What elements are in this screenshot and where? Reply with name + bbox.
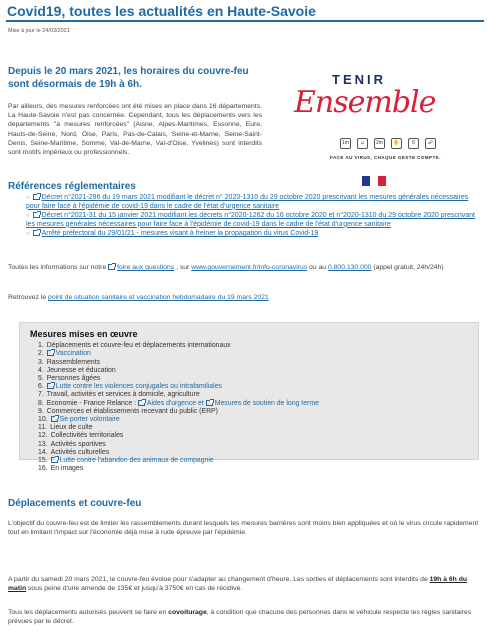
logo-top-text: TENIR — [332, 72, 386, 87]
measure-label: Collectivités territoriales — [50, 432, 124, 440]
measure-label[interactable]: Vaccination — [55, 350, 91, 358]
measure-item — [38, 449, 470, 457]
info-text: Toutes les informations sur notre — [8, 264, 109, 271]
list-item — [26, 194, 484, 211]
info-text: , sur — [174, 264, 192, 271]
distance-2m-icon: 2m — [374, 138, 385, 149]
external-link-icon — [51, 416, 58, 422]
phone-link[interactable]: 0.800.130.000 — [327, 264, 372, 271]
external-link-icon — [33, 212, 40, 218]
measure-number: 4. — [38, 366, 44, 374]
measure-number: 1. — [38, 342, 44, 350]
faq-link[interactable]: foire aux questions — [117, 264, 175, 271]
external-link-icon — [138, 400, 145, 406]
deplacements-p2 — [8, 575, 484, 594]
measure-number: 9. — [38, 407, 44, 415]
measure-label[interactable]: Se porter volontaire — [59, 416, 120, 424]
p3-text-end: , à condition que chacune des personnes dans le véhicule respecte les règles sanitaires prévues par le décret. — [8, 609, 472, 626]
measure-number: 13. — [38, 440, 48, 448]
list-item — [26, 212, 484, 229]
measure-label: Rassemblements — [46, 358, 100, 366]
measure-number: 14. — [38, 448, 48, 456]
measure-label: Activités sportives — [50, 440, 106, 448]
ref-link-decret-31[interactable]: Décret n°2021-31 du 15 janvier 2021 modifiant les décrets n°2020-1262 du 16 octobre 2020 et n°2020-1310 du 29 octobre 2020 prescrivant les mesures générales nécessaires pour faire face à l'épidémie de covid-19 dans le cadre de l'état d'urgence sanitaire — [26, 212, 475, 228]
external-link-icon — [206, 400, 213, 406]
bullet-icon: ○ — [26, 231, 30, 238]
retro-text: Retrouvez le — [8, 294, 49, 301]
measures-box — [19, 322, 479, 473]
measure-item — [38, 342, 470, 350]
deplacements-p1: L'objectif du couvre-feu est de limiter les rassemblements durant lesquels les mesures barrières sont moins bien appliquées et où le virus circule rapidement tout en limitant l'impact sur l'économie déjà mise à rude épreuve par l'épidémie. — [8, 520, 479, 537]
list-item — [26, 230, 484, 239]
page-title: Covid19, toutes les actualités en Haute-Savoie — [6, 2, 484, 22]
measure-number: 12. — [38, 432, 48, 440]
measure-item — [38, 432, 470, 440]
measure-item — [38, 416, 470, 424]
info-text: (appel gratuit, 24h/24h) — [371, 264, 444, 271]
external-link-icon — [108, 264, 115, 270]
refs-heading: Références réglementaires — [8, 181, 136, 192]
measure-item — [38, 424, 470, 432]
measure-label[interactable]: Lutte contre l'abandon des animaux de compagnie — [59, 457, 214, 465]
measure-item — [38, 367, 470, 375]
update-date: Mise à jour le 24/03/2021 — [8, 28, 70, 34]
info-text: ou au — [307, 264, 328, 271]
p2-text-end: sous peine d'une amende de 135€ et jusqu'à 3750€ en cas de récidive. — [26, 585, 243, 593]
measure-item — [38, 408, 470, 416]
external-link-icon — [33, 230, 40, 236]
measure-item — [38, 465, 470, 473]
measure-extra-link[interactable]: Aides d'urgence et — [146, 399, 204, 407]
logo-tagline: FACE AU VIRUS, CHAQUE GESTE COMPTE. — [330, 155, 441, 160]
measure-extra-link[interactable]: Mesures de soutien de long terme — [214, 399, 319, 407]
logo-script-text: Ensemble — [294, 85, 436, 120]
bullet-icon: ○ — [26, 213, 30, 220]
measure-label: Activités culturelles — [50, 448, 110, 456]
app-icon: ☍ — [425, 138, 436, 149]
measure-label: Déplacements et couvre-feu et déplacements internationaux — [46, 342, 231, 350]
external-link-icon — [47, 383, 54, 389]
info-links — [8, 263, 484, 272]
hands-icon: ✋ — [391, 138, 402, 149]
measure-number: 8. — [38, 399, 44, 407]
distance-1m-icon: 1m — [340, 138, 351, 149]
measure-number: 3. — [38, 358, 44, 366]
measure-number: 5. — [38, 375, 44, 383]
measure-number: 2. — [38, 350, 44, 358]
french-flag-icon — [362, 176, 386, 186]
point-situation-link[interactable]: point de situation sanitaire et vaccination hebdomadaire du 19 mars 2021 — [48, 294, 269, 301]
measure-number: 11. — [38, 424, 48, 432]
p2-text: A partir du samedi 20 mars 2021, le couvre-feu évolue pour s'adapter au changement d'heure. Les sorties et déplacements sont interdits de — [8, 576, 430, 583]
p2-highlight: 19h à 6h du matin — [8, 576, 468, 593]
measure-label: En images — [50, 465, 84, 473]
measure-label: Economie - France Relance : — [46, 399, 136, 407]
intro-paragraph: Par ailleurs, des mesures renforcées ont été mises en place dans 16 départements. La Haute-Savoie n'est pas concernée. Cependant, tous les déplacements vers les départements "à mesures renforcées" (Aisne, Alpes-Maritimes, Essonne, Eure, Hauts-de-Seine, Nord, Oise, Paris, Pas-de-Calais, Seine-et-Marne, Seine-Saint-Denis, Seine-Maritime, Somme, Val-de-Marne, Val-d'Oise, Yvelines) sont interdits sont motifs impérieux ou professionnels. — [8, 103, 262, 157]
logo-gesture-icons — [340, 138, 436, 149]
p3-bold: covoiturage — [168, 609, 207, 616]
external-link-icon — [47, 350, 54, 356]
measures-heading: Mesures mises en œuvre — [30, 329, 138, 339]
measure-item — [38, 391, 470, 399]
measure-item — [38, 375, 470, 383]
ref-link-arrete[interactable]: Arrêté préfectoral du 29/01/21 - mesures visant à freiner la propagation du virus Covid-19 — [41, 230, 319, 238]
measure-label: Travail, activités et services à domicile, agriculture — [46, 391, 200, 399]
bullet-icon: ○ — [26, 195, 30, 201]
measure-item — [38, 457, 470, 465]
measure-item — [38, 441, 470, 449]
measure-label: Commerces et établissements recevant du public (ERP) — [46, 407, 218, 415]
measure-number: 15. — [38, 457, 48, 465]
intro-lead: Depuis le 20 mars 2021, les horaires du couvre-feu sont désormais de 19h à 6h. — [8, 66, 249, 90]
measures-list — [28, 342, 470, 473]
measure-label: Jeunesse et éducation — [46, 366, 116, 374]
measure-number: 6. — [38, 383, 44, 391]
measure-label: Lieux de culte — [50, 424, 93, 432]
gathering-6-icon: 6 — [408, 138, 419, 149]
measure-item — [38, 383, 470, 391]
measure-item — [38, 400, 470, 408]
deplacements-heading: Déplacements et couvre-feu — [8, 498, 142, 509]
tenir-ensemble-logo — [292, 58, 462, 188]
measure-label[interactable]: Lutte contre les violences conjugales ou intrafamiliales — [55, 383, 222, 391]
measure-item — [38, 359, 470, 367]
p3-text: Tous les déplacements autorisés peuvent se faire en — [8, 609, 169, 616]
gouv-link[interactable]: www.gouvernement.fr/info-coronavirus — [191, 264, 308, 271]
measure-number: 7. — [38, 391, 44, 399]
measure-label: Personnes âgées — [46, 375, 101, 383]
mask-icon: ☺ — [357, 138, 368, 149]
measure-number: 16. — [38, 465, 48, 473]
external-link-icon — [33, 194, 40, 200]
measure-item — [38, 350, 470, 358]
deplacements-p3 — [8, 608, 484, 627]
ref-link-decret-296[interactable]: Décret n°2021-296 du 19 mars 2021 modifiant le décret n° 2020-1310 du 29 octobre 2020 prescrivant les mesures générales nécessaires pour faire face à l'épidémie de covid-19 dans le cadre de l'état d'urgence sanitaire — [26, 194, 469, 210]
external-link-icon — [51, 457, 58, 463]
measure-number: 10. — [38, 416, 48, 424]
refs-list — [26, 194, 484, 240]
retro-line — [8, 294, 269, 302]
